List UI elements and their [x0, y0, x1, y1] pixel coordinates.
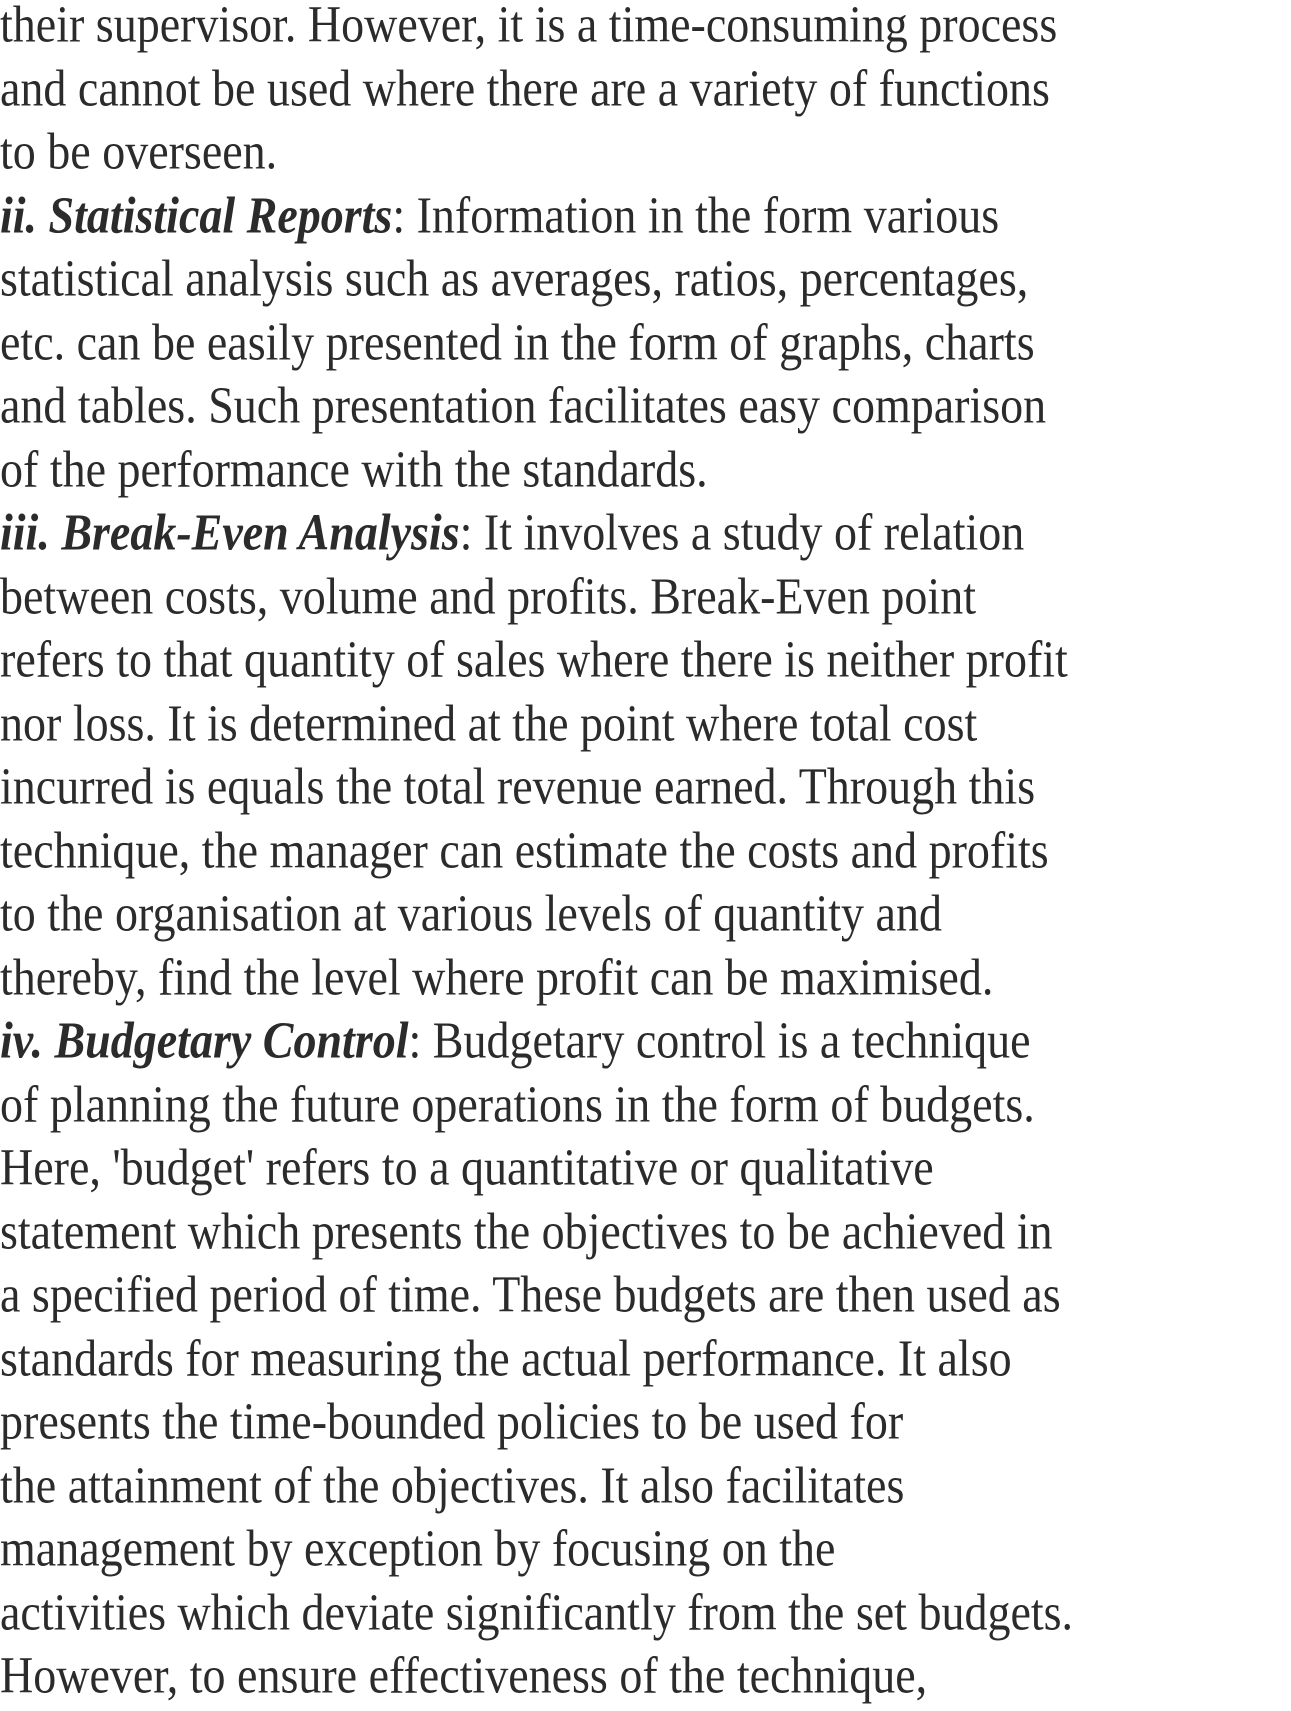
body-text: and tables. Such presentation facilitates easy comparison [0, 376, 1047, 434]
body-text: a specified period of time. These budgets are then used as [0, 1265, 1061, 1323]
line-content [0, 624, 1068, 695]
line-content [0, 306, 1035, 377]
text-line [0, 312, 1291, 376]
body-text: : Budgetary control is a technique [408, 1011, 1031, 1069]
line-content [0, 687, 977, 758]
text-line [0, 439, 1291, 503]
body-text: to be overseen. [0, 122, 278, 180]
line-content [0, 1195, 1053, 1266]
body-text: presents the time-bounded policies to be used for [0, 1392, 904, 1450]
body-text: thereby, find the level where profit can be maximised. [0, 947, 994, 1006]
text-line [0, 693, 1291, 757]
body-text: the attainment of the objectives. It also facilitates [0, 1455, 905, 1514]
line-content [0, 1005, 1031, 1076]
body-text: etc. can be easily presented in the form of graphs, charts [0, 312, 1035, 371]
line-content [0, 1449, 904, 1520]
text-line [0, 1137, 1291, 1201]
line-content [0, 751, 1035, 822]
line-content [0, 116, 277, 187]
line-content [0, 1513, 835, 1584]
body-text: between costs, volume and profits. Break-Even point [0, 566, 976, 625]
line-content [0, 433, 708, 504]
body-text: to the organisation at various levels of quantity and [0, 884, 942, 942]
text-line [0, 1074, 1291, 1138]
text-line [0, 1582, 1291, 1646]
line-content [0, 1386, 903, 1457]
text-line [0, 375, 1291, 439]
text-line [0, 883, 1291, 947]
body-text: nor loss. It is determined at the point where total cost [0, 693, 978, 752]
section-heading-line [0, 502, 1291, 566]
body-text: statistical analysis such as averages, ratios, percentages, [0, 249, 1029, 307]
body-text: Here, 'budget' refers to a quantitative or qualitative [0, 1138, 934, 1196]
line-content [0, 1640, 927, 1711]
body-text: : It involves a study of relation [459, 503, 1025, 561]
text-line [0, 1201, 1291, 1265]
text-line [0, 1391, 1291, 1455]
line-content [0, 1259, 1061, 1330]
text-line [0, 1328, 1291, 1392]
text-line [0, 1455, 1291, 1519]
body-text: and cannot be used where there are a variety of functions [0, 58, 1050, 117]
section-heading: iv. Budgetary Control [0, 1011, 409, 1069]
body-text: However, to ensure effectiveness of the technique, [0, 1646, 928, 1704]
line-content [0, 52, 1050, 123]
body-text: of the performance with the standards. [0, 439, 708, 498]
text-line [0, 58, 1291, 122]
line-content [0, 0, 1057, 60]
line-content [0, 1322, 1012, 1393]
section-heading-line [0, 1010, 1291, 1074]
body-text: activities which deviate significantly from the set budgets. [0, 1582, 1074, 1641]
section-heading: iii. Break-Even Analysis [0, 503, 460, 561]
line-content [0, 941, 993, 1012]
line-content [0, 878, 942, 949]
line-content [0, 243, 1028, 314]
body-text: refers to that quantity of sales where there is neither profit [0, 630, 1068, 688]
text-line [0, 121, 1291, 185]
line-content [0, 1132, 934, 1203]
text-line [0, 820, 1291, 884]
text-line [0, 1264, 1291, 1328]
body-text: standards for measuring the actual performance. It also [0, 1328, 1012, 1387]
line-content [0, 179, 999, 250]
line-content [0, 497, 1024, 568]
body-text: incurred is equals the total revenue earned. Through this [0, 757, 1036, 815]
text-line [0, 756, 1291, 820]
text-line [0, 1645, 1291, 1709]
text-line [0, 629, 1291, 693]
text-line [0, 566, 1291, 630]
section-heading: ii. Statistical Reports [0, 185, 393, 244]
line-content [0, 1576, 1073, 1647]
text-line [0, 248, 1291, 312]
body-text: their supervisor. However, it is a time-consuming process [0, 0, 1058, 53]
line-content [0, 560, 976, 631]
line-content [0, 814, 1049, 885]
body-text: management by exception by focusing on the [0, 1519, 836, 1577]
body-text: statement which presents the objectives to be achieved in [0, 1201, 1053, 1260]
body-text: technique, the manager can estimate the costs and profits [0, 820, 1049, 879]
body-text: of planning the future operations in the form of budgets. [0, 1074, 1035, 1133]
text-line [0, 0, 1291, 58]
line-content [0, 1068, 1035, 1139]
body-text: : Information in the form various [392, 185, 1000, 244]
section-heading-line [0, 185, 1291, 249]
text-line [0, 1518, 1291, 1582]
line-content [0, 370, 1046, 441]
text-line [0, 947, 1291, 1011]
